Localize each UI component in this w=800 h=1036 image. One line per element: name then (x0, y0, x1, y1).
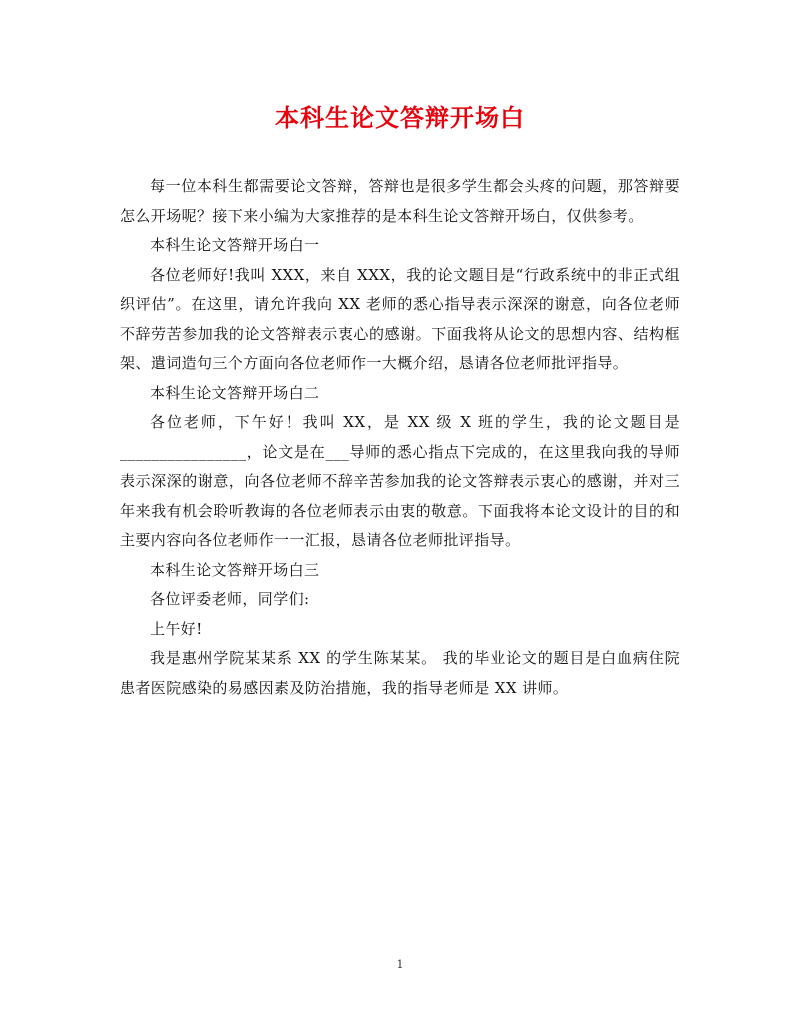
morning-greeting: 上午好! (150, 619, 203, 638)
document-title: 本科生论文答辩开场白 (275, 104, 525, 132)
opening-two-paragraph: 各位老师，下午好！我叫 XX，是 XX 级 X 班的学生，我的论文题目是________________，论文是在___导师的悉心指点下完成的，在这里我向我的导师表示深深的谢意，向各位老师不辞辛苦参加我的论文答辩表示衷心的感谢，并对三年来我有机会聆听教诲的各位老师表示由衷的敬意。下面我将本论文设计的目的和主要内容向各位老师作一一汇报，恳请各位老师批评指导。 (120, 413, 680, 549)
section-heading-two: 本科生论文答辩开场白二 (150, 383, 320, 402)
opening-three-paragraph: 我是惠州学院某某系 XX 的学生陈某某。 我的毕业论文的题目是白血病住院患者医院感染的易感因素及防治措施，我的指导老师是 XX 讲师。 (120, 649, 680, 697)
page-number: 1 (396, 958, 404, 971)
section-heading-one: 本科生论文答辩开场白一 (150, 236, 320, 254)
intro-paragraph: 每一位本科生都需要论文答辩，答辩也是很多学生都会头疼的问题，那答辩要怎么开场呢？接下来小编为大家推荐的是本科生论文答辩开场白，仅供参考。 (120, 177, 680, 225)
section-heading-three: 本科生论文答辩开场白三 (150, 560, 320, 579)
opening-one-paragraph: 各位老师好!我叫 XXX，来自 XXX，我的论文题目是“行政系统中的非正式组织评估”。在这里，请允许我向 XX 老师的悉心指导表示深深的谢意，向各位老师不辞劳苦参加我的论文答辩表示衷心的感谢。下面我将从论文的思想内容、结构框架、遣词造句三个方面向各位老师作一大概介绍，恳请各位老师批评指导。 (120, 265, 680, 372)
document-body (120, 172, 680, 703)
greeting-line: 各位评委老师，同学们: (150, 590, 310, 608)
